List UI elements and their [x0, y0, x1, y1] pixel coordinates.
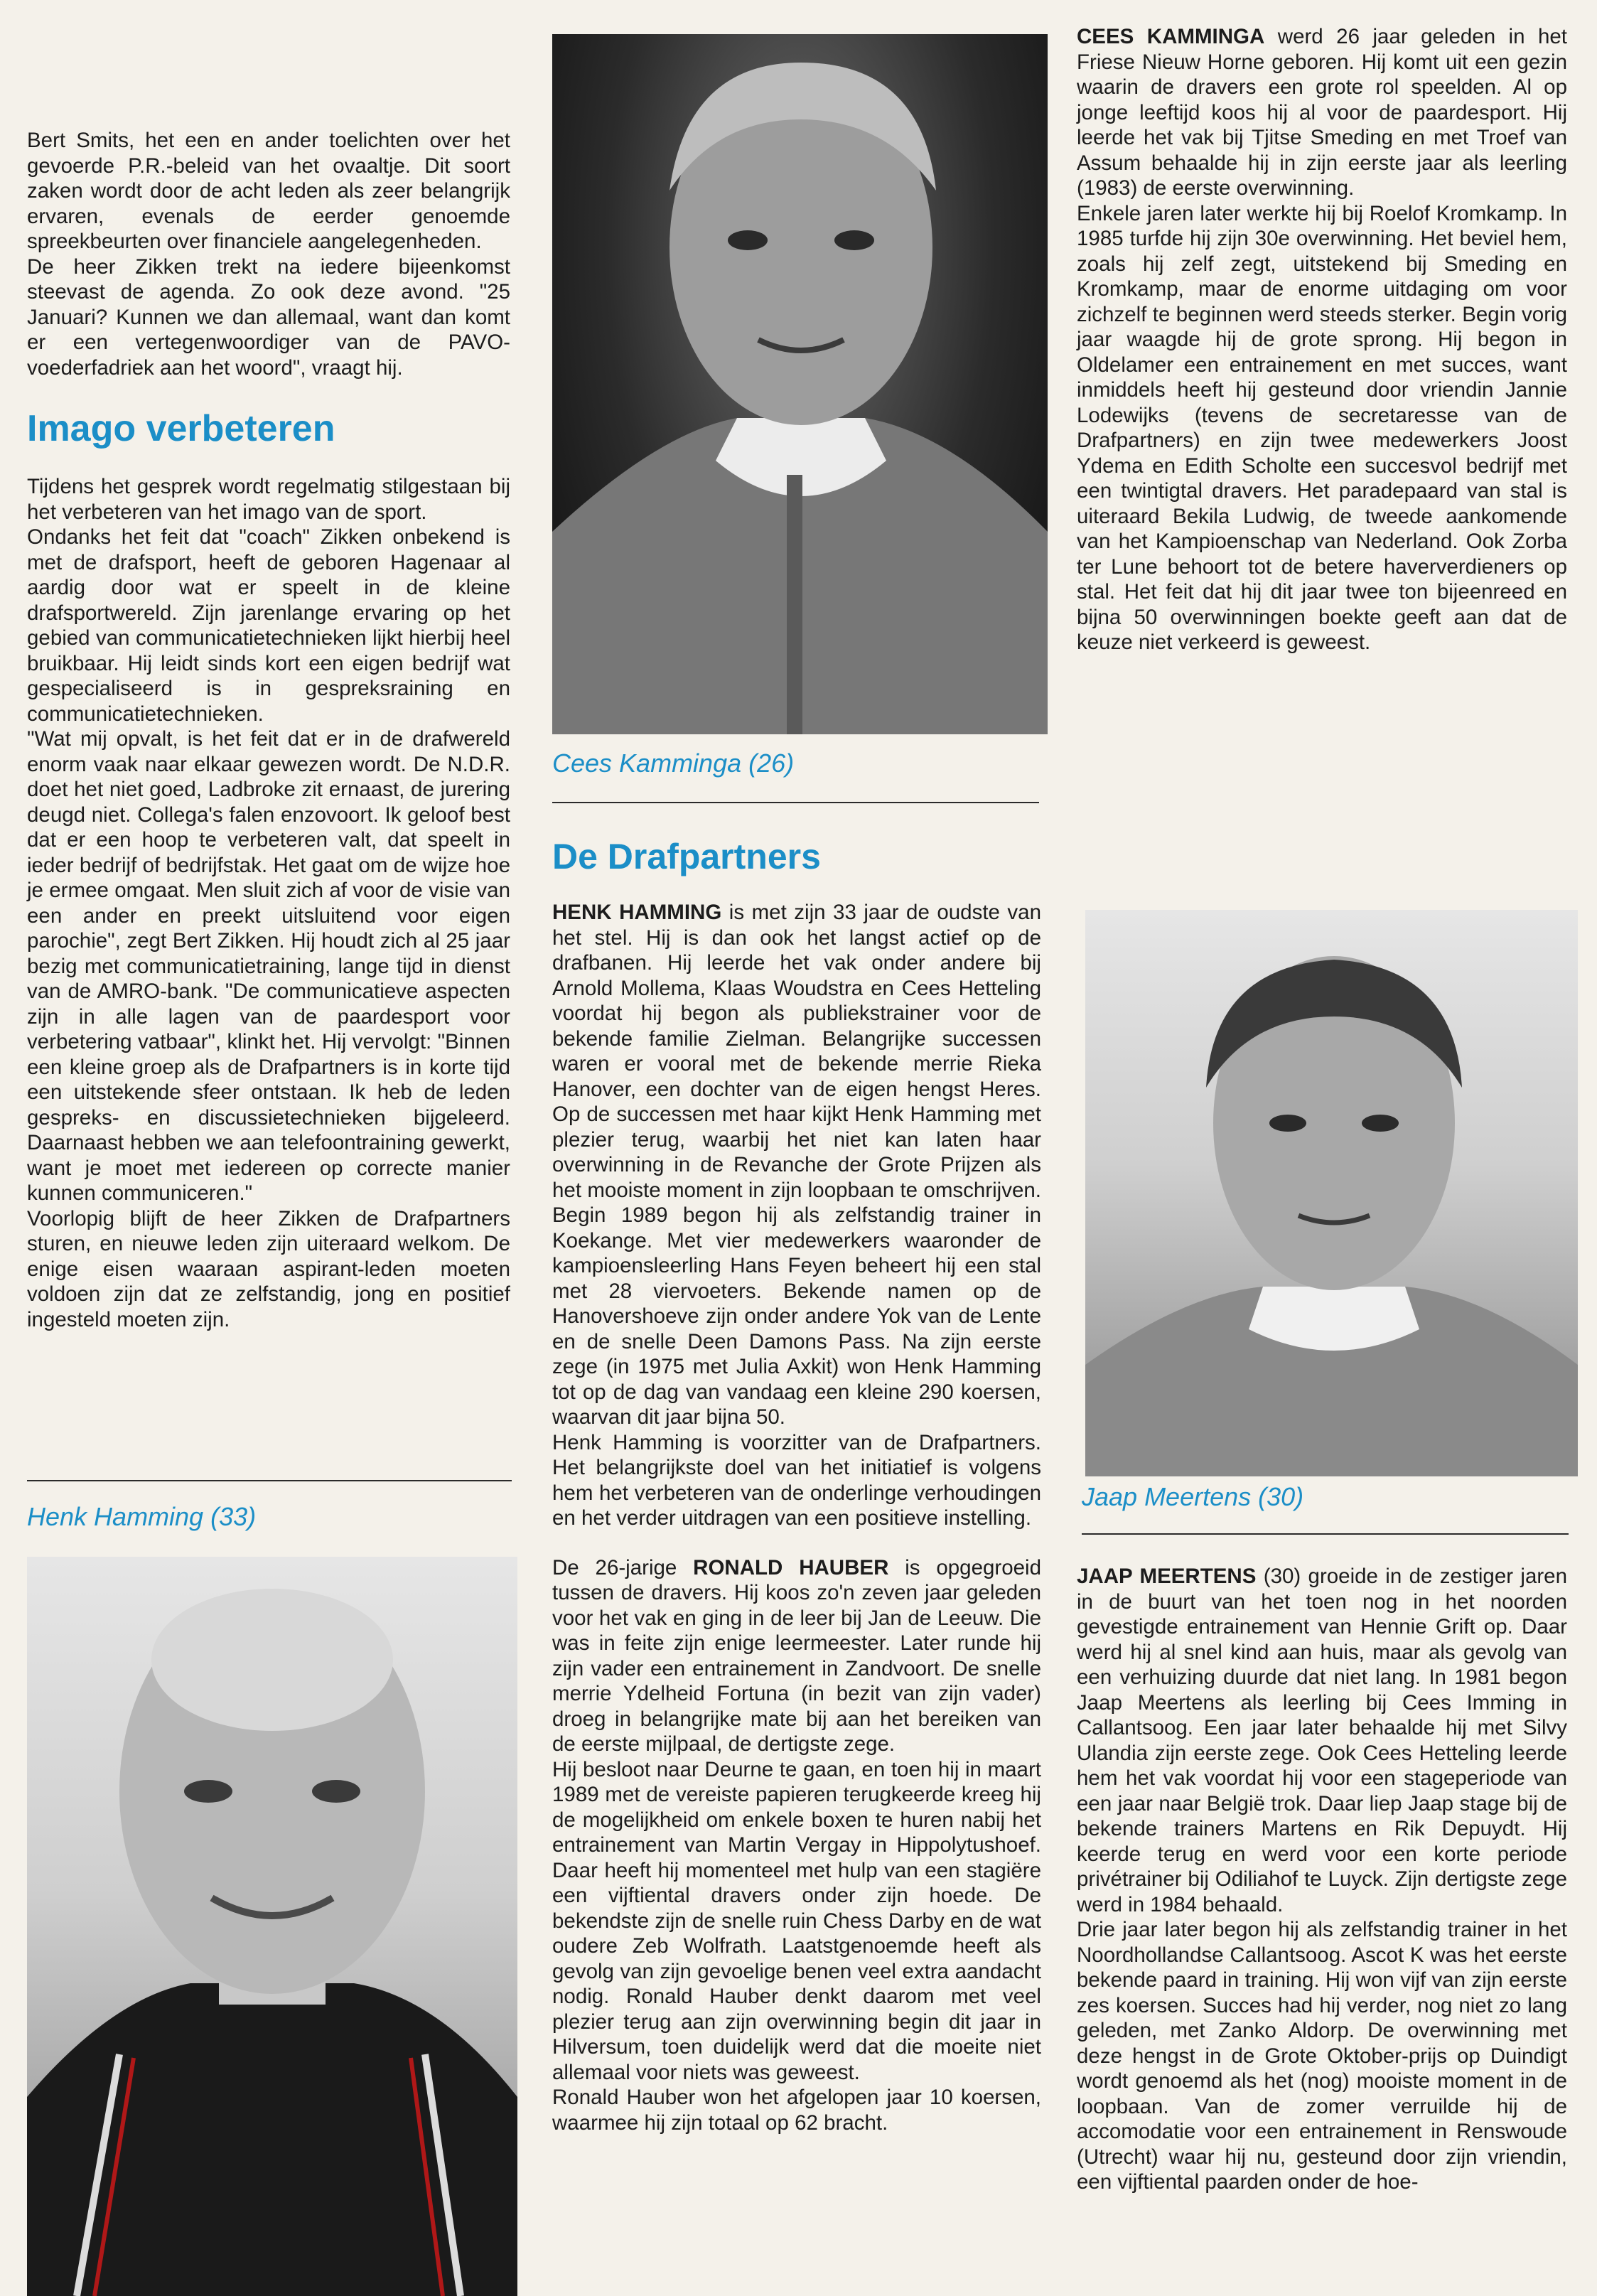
article-paragraph: [1077, 24, 1567, 201]
divider: [552, 802, 1039, 803]
name-henk-hamming: HENK HAMMING: [552, 901, 722, 924]
article-paragraph: Ronald Hauber won het afgelopen jaar 10 koersen, waarmee hij zijn totaal op 62 bracht.: [552, 2086, 1041, 2135]
name-cees-kamminga: CEES KAMMINGA: [1077, 25, 1265, 48]
paragraph-text: werd 26 jaar geleden in het Friese Nieuw Horne geboren. Hij komt uit een gezin waarin de dravers een grote rol speelden. Al op jonge leeftijd koos hij al voor de paardesport. Hij leerde het vak bij Tjitse Smeding en met Troef van Assum behaalde hij in zijn eerste jaar als leerling (1983) de eerste overwinning.: [1077, 25, 1567, 200]
article-paragraph: Bert Smits, het een en ander toelichten over het gevoerde P.R.-beleid van het ovaaltje. Dit soort zaken wordt door de acht leden als zeer belangrijk ervaren, evenals de eerder genoemde spreekbeurten over financiele aangelegenheden.: [27, 129, 510, 253]
article-paragraph: [1077, 1564, 1567, 1917]
section-heading-drafpartners: De Drafpartners: [552, 837, 821, 876]
column-right: [1077, 24, 1567, 655]
photo-caption-hamming: Henk Hamming (33): [27, 1502, 257, 1531]
article-paragraph: [552, 900, 1041, 1430]
article-paragraph: "Wat mij opvalt, is het feit dat er in de drafwereld enorm vaak naar elkaar gewezen wordt. De N.D.R. doet het niet goed, Ladbroke zit ernaast, de jurering deugd niet. Collega's falen enzovoort. Ik geloof best dat er een hoop te verbeteren valt, dat speelt in ieder bedrijf of bedrijfstak. Het gaat om de wijze hoe je ermee omgaat. Men sluit zich af voor de visie van een ander en preekt uitsluitend voor eigen parochie", zegt Bert Zikken. Hij houdt zich al 25 jaar bezig met communicatietraining, lange tijd in dienst van de AMRO-bank. "De communicatieve aspecten zijn in alle lagen van de paardesport voor verbetering vatbaar", klinkt het. Hij vervolgt: "Binnen een kleine groep als de Drafpartners is in korte tijd een uitstekende sfeer ontstaan. Ik heb de leden gespreks- en discussietechnieken bijgeleerd. Daarnaast hebben we aan telefoontraining gewerkt, want je moet met iedereen op correcte manier kunnen communiceren.": [27, 727, 510, 1205]
article-paragraph: Tijdens het gesprek wordt regelmatig stilgestaan bij het verbeteren van het imago van de sport.: [27, 475, 510, 524]
photo-henk-hamming: [27, 1557, 517, 2296]
photo-caption-meertens: Jaap Meertens (30): [1082, 1482, 1304, 1511]
article-paragraph: Voorlopig blijft de heer Zikken de Drafpartners sturen, en nieuwe leden zijn uiteraard welkom. De enige eisen waaraan aspirant-leden moeten voldoen zijn dat ze zelfstandig, jong en positief ingesteld moeten zijn.: [27, 1206, 510, 1331]
photo-jaap-meertens: [1085, 910, 1578, 1476]
name-jaap-meertens: JAAP MEERTENS: [1077, 1565, 1257, 1588]
paragraph-text: is met zijn 33 jaar de oudste van het stel. Hij is dan ook het langst actief op de drafbanen. Hij leerde het vak onder andere bij Arnold Mollema, Klaas Woudstra en Cees Hetteling voordat hij begon als publiekstrainer voor de bekende familie Zielman. Belangrijke successen waren er vooral met de bekende merrie Rieka Hanover, een dochter van de eigen hengst Heres. Op de successen met haar kijkt Henk Hamming met plezier terug, waarbij het niet kan laten haar overwinning in de Revanche der Grote Prijzen als het mooiste moment in zijn loopbaan te omschrijven. Begin 1989 begon hij als zelfstandig trainer in Koekange. Met vier medewerkers waaronder de kampioensleerling Hans Feyen beheert hij een stal met 28 viervoeters. Bekende namen op de Hanovershoeve zijn onder andere Yok van de Lente en de snelle Deen Damons Pass. Na zijn eerste zege (in 1975 met Julia Axkit) won Henk Hamming tot op de dag van vandaag een kleine 290 koersen, waarvan dit jaar bijna 50.: [552, 901, 1041, 1429]
column-left: [27, 128, 510, 1332]
article-paragraph: Ondanks het feit dat "coach" Zikken onbekend is met de drafsport, heeft de geboren Hagenaar al aardig door wat er speelt in de kleine drafsportwereld. Zijn jarenlange ervaring op het gebied van communicatietechnieken lijkt hierbij heel bruikbaar. Hij leidt sinds kort een eigen bedrijf wat gespecialiseerd is in gespreksraining en communicatietechnieken.: [27, 525, 510, 726]
column-right-lower: [1077, 1564, 1567, 2195]
article-paragraph: De heer Zikken trekt na iedere bijeenkomst steevast de agenda. Zo ook deze avond. "25 Januari? Kunnen we dan allemaal, want dan komt er een vertegenwoordiger van de PAVO-voederfadriek aan het woord", vraagt hij.: [27, 254, 510, 380]
photo-caption-kamminga: Cees Kamminga (26): [552, 749, 795, 778]
article-paragraph: Henk Hamming is voorzitter van de Drafpartners. Het belangrijkste doel van het initiatief is volgens hem het verbeteren van de onderlinge verhoudingen en het verder uitdragen van een positieve instelling.: [552, 1430, 1041, 1530]
section-heading-imago: Imago verbeteren: [27, 408, 335, 449]
article-paragraph: [552, 1555, 1041, 1757]
paragraph-text: De 26-jarige: [552, 1555, 694, 1579]
article-paragraph: Drie jaar later begon hij als zelfstandig trainer in het Noordhollandse Callantsoog. Ascot K was het eerste bekende paard in training. Hij won vijf van zijn eerste zes koersen. Succes had hij verder, nog niet zo lang geleden, met Zanko Aldorp. De overwinning met deze hengst in de Grote Oktober-prijs op Duindigt wordt genoemd als het (nog) mooiste moment in de loopbaan. Van de zomer verruilde hij de accomodatie voor een entrainement in Renswoude (Utrecht) waar hij nu, gesteund door zijn vriendin, een vijftiental paarden onder de hoe-: [1077, 1918, 1567, 2194]
article-paragraph: Enkele jaren later werkte hij bij Roelof Kromkamp. In 1985 turfde hij zijn 30e overwinning. Het beviel hem, zoals hij zelf zegt, uitstekend bij Smeding en Kromkamp, maar de enorme uitdaging om voor zichzelf te beginnen werd steeds sterker. Begin vorig jaar waagde hij de grote sprong. Hij begon in Oldelamer een entrainement en met succes, want inmiddels heeft hij gesteund door vriendin Jannie Lodewijks (tevens de secretaresse van de Drafpartners) en zijn twee medewerkers Joost Ydema en Edith Scholte een succesvol bedrijf met een twintigtal dravers. Het paradepaard van stal is uiteraard Bekila Ludwig, de tweede aankomende van het Kampioenschap van Nederland. Ook Zorba ter Lune behoort tot de betere haververdieners op stal. Het feit dat hij dit jaar twee ton bijeenreed en bijna 50 overwinningen boekte geeft aan dat de keuze niet verkeerd is geweest.: [1077, 201, 1567, 654]
paragraph-text: is opgegroeid tussen de dravers. Hij koos zo'n zeven jaar geleden voor het vak en ging in de leer bij Jan de Leeuw. Die was in feite zijn enige leermeester. Later runde hij zijn vader een entrainement in Zandvoort. De snelle merrie Ydelheid Fortuna (in bezit van zijn vader) droeg in belangrijke mate bij aan het bereiken van de eerste mijlpaal, de dertigste zege.: [552, 1555, 1041, 1756]
name-ronald-hauber: RONALD HAUBER: [693, 1555, 889, 1579]
divider: [27, 1480, 512, 1481]
photo-cees-kamminga: [552, 34, 1048, 734]
paragraph-text: (30) groeide in de zestiger jaren in de buurt van het toen nog in het noorden gevestigde entrainement van Hennie Grift op. Daar werd hij al snel kind aan huis, maar als gevolg van een verhuizing duurde dat niet lang. In 1981 begon Jaap Meertens als leerling bij Cees Imming in Callantsoog. Een jaar later behaalde hij met Silvy Ulandia zijn eerste zege. Ook Cees Hetteling leerde hem het vak voordat hij voor een stageperiode van een jaar naar België trok. Daar liep Jaap stage bij de bekende trainers Martens en Rik Depuydt. Hij keerde terug en werd voor een korte periode privétrainer bij Odiliahof te Luyck. Zijn dertigste zege werd in 1984 behaald.: [1077, 1565, 1567, 1916]
column-middle: [552, 836, 1041, 2135]
divider: [1082, 1533, 1569, 1535]
article-paragraph: Hij besloot naar Deurne te gaan, en toen hij in maart 1989 met de vereiste papieren terugkeerde kreeg hij de mogelijkheid om enkele boxen te huren nabij het entrainement van Martin Vergay in Hippolytushoef. Daar heeft hij momenteel met hulp van een stagiëre een vijftiental dravers onder zijn hoede. De bekendste zijn de snelle ruin Chess Darby en de wat oudere Zeb Wolfrath. Laatstgenoemde heeft als gevolg van zijn gevoelige benen veel extra aandacht nodig. Ronald Hauber denkt daarom met veel plezier terug aan zijn overwinning begin dit jaar in Hilversum, toen duidelijk werd dat die moeite niet allemaal voor niets was geweest.: [552, 1757, 1041, 2084]
